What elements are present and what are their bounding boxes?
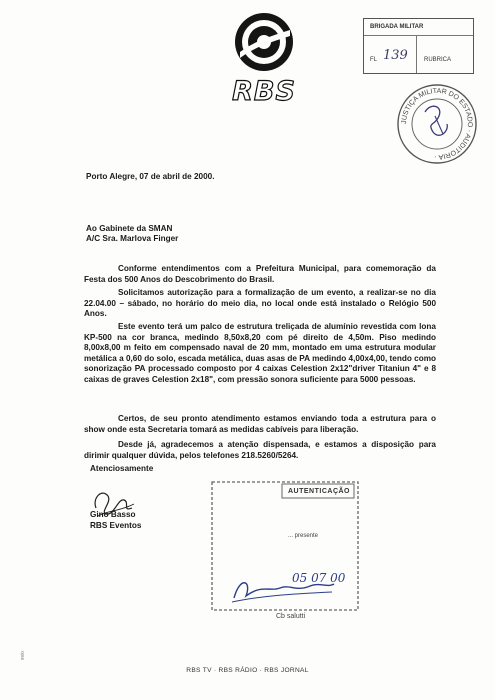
- stamp-divider: [364, 35, 473, 36]
- paragraph-4-text: Certos, de seu pronto atendimento estamos enviando toda a estrutura para o show onde esta Secretaria tomará as medidas cabíveis para liberação.: [84, 414, 436, 434]
- letterhead-footer: RBS TV · RBS RÁDIO · RBS JORNAL: [186, 667, 309, 674]
- signer-org: RBS Eventos: [90, 521, 142, 530]
- paragraph-2-text: Solicitamos autorização para a formalização de um evento, a realizar-se no dia 22.04.00 – sábado, no horário do meio dia, no local onde está instalado o Relógio 500 Anos.: [84, 288, 436, 319]
- rbs-logo-text: RBS: [232, 76, 296, 107]
- stamp-fl-label: FL: [370, 57, 378, 63]
- court-seal: [395, 82, 479, 166]
- seal-text: JUSTIÇA MILITAR DO ESTADO · AUDITORIA ·: [400, 87, 474, 161]
- stamp-rubrica-label: RUBRICA: [424, 57, 452, 63]
- addressee-line2: A/C Sra. Marlova Finger: [86, 234, 179, 243]
- authentication-stamp: [210, 480, 360, 622]
- rbs-logo-icon: [228, 10, 300, 74]
- stamp-fl-number: 139: [383, 48, 408, 63]
- closing: Atenciosamente: [90, 464, 154, 473]
- letter-paragraph: [84, 440, 436, 461]
- stamp-header: BRIGADA MILITAR: [370, 24, 424, 30]
- stamp-vertical-divider: [416, 36, 417, 73]
- paragraph-3-text: Este evento terá um palco de estrutura treliçada de alumínio revestida com lona KP-500 na cor branca, medindo 8,50x8,20 com pé direito de 4,50m. Piso medindo 8,00x8,00 m feito em compensado naval de 20 mm, montado em uma estrutura modular metálica a 0,60 do solo, escada metálica, duas asas de PA medindo 4,00x4,00, tendo como sonorização PA processado composto por 4 caixas Celestion 2x12"driver Titaniun 4" e 8 caixas de graves Celestion 2x18", com pressão sonora suficiente para 5000 pessoas.: [84, 322, 436, 384]
- protocol-stamp: [363, 18, 474, 74]
- letter-paragraph: [84, 288, 436, 320]
- authentication-role: Cb salutti: [276, 613, 306, 620]
- signer-name: Gino Basso: [90, 510, 136, 519]
- letter-paragraph: [84, 264, 436, 285]
- rbs-logo: [228, 10, 300, 110]
- authentication-text: ... presente: [288, 533, 319, 539]
- margin-code: 99/0: [20, 651, 25, 660]
- addressee-line1: Ao Gabinete da SMAN: [86, 224, 173, 233]
- authentication-title: AUTENTICAÇÃO: [288, 488, 350, 495]
- letter-paragraph: [84, 414, 436, 435]
- authentication-date: 05 07 00: [292, 571, 346, 585]
- paragraph-1-text: Conforme entendimentos com a Prefeitura Municipal, para comemoração da Festa dos 500 Anos do Descobrimento do Brasil.: [84, 264, 436, 284]
- letter-date: Porto Alegre, 07 de abril de 2000.: [86, 172, 215, 181]
- letter-paragraph: [84, 322, 436, 386]
- paragraph-5-text: Desde já, agradecemos a atenção dispensada, e estamos a disposição para dirimir qualquer dúvida, pelos telefones 218.5260/5264.: [84, 440, 436, 460]
